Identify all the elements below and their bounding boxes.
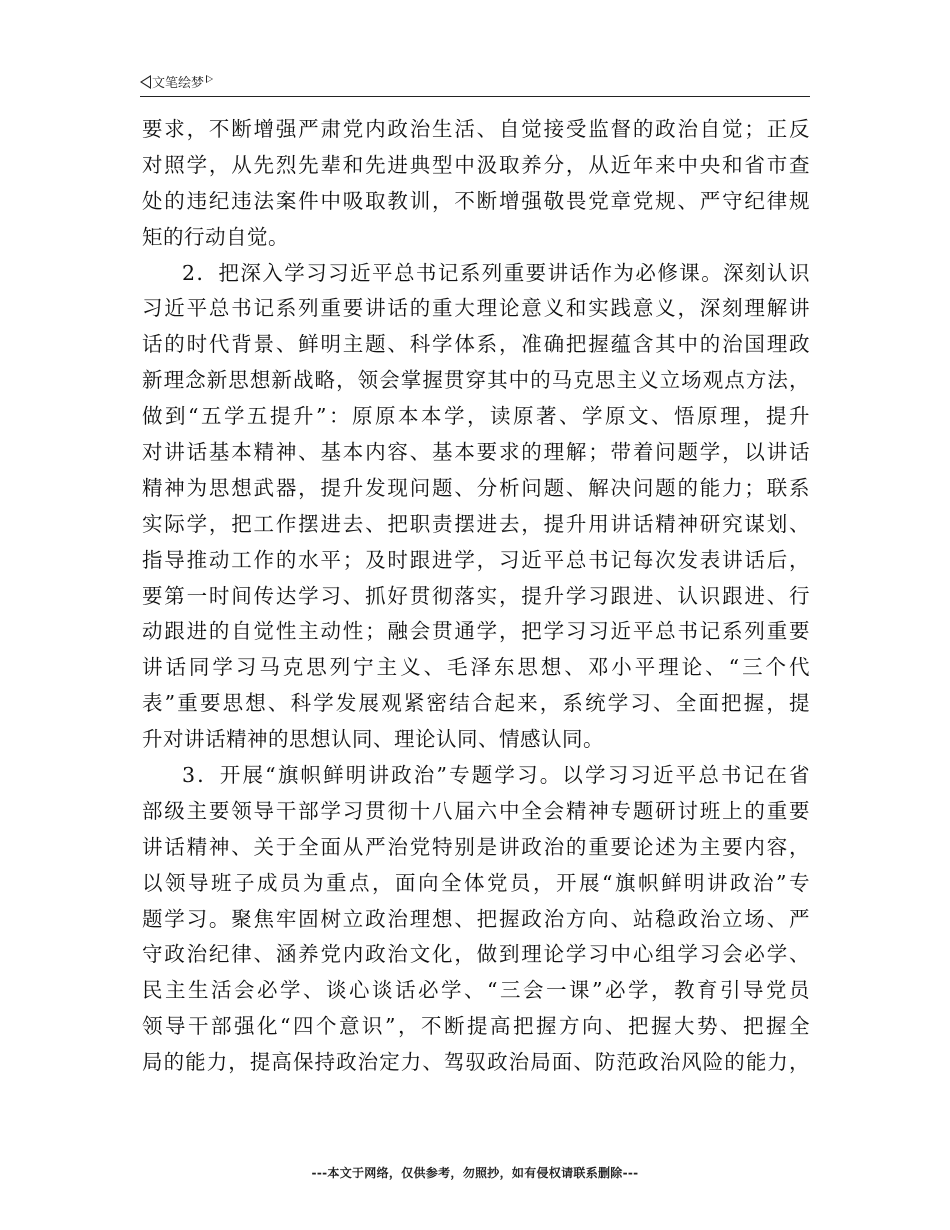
text-line: 话的时代背景、鲜明主题、科学体系，准确把握蕴含其中的治国理政 bbox=[142, 332, 810, 357]
paragraph-2-first-line: 2．把深入学习习近平总书记系列重要讲话作为必修课。深刻认识 bbox=[182, 260, 810, 285]
page-header bbox=[140, 70, 810, 97]
paragraph-3-first-line: 3．开展“旗帜鲜明讲政治”专题学习。以学习习近平总书记在省 bbox=[182, 763, 810, 788]
text-line: 指导推动工作的水平；及时跟进学，习近平总书记每次发表讲话后， bbox=[142, 547, 810, 572]
text-line: 实际学，把工作摆进去、把职责摆进去，提升用讲话精神研究谋划、 bbox=[142, 511, 810, 536]
text-line: 题学习。聚焦牢固树立政治理想、把握政治方向、站稳政治立场、严 bbox=[142, 906, 810, 931]
header-title: 文笔绘梦 bbox=[152, 76, 205, 91]
text-line: 以领导班子成员为重点，面向全体党员，开展“旗帜鲜明讲政治”专 bbox=[142, 870, 810, 895]
page-footer-disclaimer: ---本文于网络，仅供参考，勿照抄，如有侵权请联系删除--- bbox=[311, 1166, 639, 1180]
text-line: 讲话同学习马克思列宁主义、毛泽东思想、邓小平理论、“三个代 bbox=[142, 655, 810, 680]
text-line: 对照学，从先烈先辈和先进典型中汲取养分，从近年来中央和省市查 bbox=[142, 152, 810, 177]
text-line: 矩的行动自觉。 bbox=[142, 224, 289, 249]
text-line: 要第一时间传达学习、抓好贯彻落实，提升学习跟进、认识跟进、行 bbox=[142, 583, 810, 608]
text-line: 精神为思想武器，提升发现问题、分析问题、解决问题的能力；联系 bbox=[142, 475, 810, 500]
left-triangle-icon bbox=[140, 75, 151, 89]
text-line: 民主生活会必学、谈心谈话必学、“三会一课”必学，教育引导党员 bbox=[142, 978, 810, 1003]
text-line: 领导干部强化“四个意识”，不断提高把握方向、把握大势、把握全 bbox=[142, 1014, 810, 1039]
header-title-block bbox=[140, 72, 213, 91]
text-line: 部级主要领导干部学习贯彻十八届六中全会精神专题研讨班上的重要 bbox=[142, 798, 810, 823]
text-line: 表”重要思想、科学发展观紧密结合起来，系统学习、全面把握，提 bbox=[142, 691, 810, 716]
document-body bbox=[142, 112, 810, 1081]
right-triangle-icon bbox=[206, 75, 213, 83]
text-line: 升对讲话精神的思想认同、理论认同、情感认同。 bbox=[142, 727, 604, 752]
text-line: 习近平总书记系列重要讲话的重大理论意义和实践意义，深刻理解讲 bbox=[142, 296, 810, 321]
text-line: 动跟进的自觉性主动性；融会贯通学，把学习习近平总书记系列重要 bbox=[142, 619, 810, 644]
text-line: 处的违纪违法案件中吸取教训，不断增强敬畏党章党规、严守纪律规 bbox=[142, 188, 810, 213]
text-line: 做到“五学五提升”：原原本本学，读原著、学原文、悟原理，提升 bbox=[142, 404, 810, 429]
text-line: 守政治纪律、涵养党内政治文化，做到理论学习中心组学习会必学、 bbox=[142, 942, 810, 967]
text-line: 讲话精神、关于全面从严治党特别是讲政治的重要论述为主要内容， bbox=[142, 834, 810, 859]
text-line: 对讲话基本精神、基本内容、基本要求的理解；带着问题学，以讲话 bbox=[142, 440, 810, 465]
text-line: 新理念新思想新战略，领会掌握贯穿其中的马克思主义立场观点方法， bbox=[142, 368, 810, 393]
text-line: 局的能力，提高保持政治定力、驾驭政治局面、防范政治风险的能力， bbox=[142, 1050, 810, 1075]
text-line: 要求，不断增强严肃党内政治生活、自觉接受监督的政治自觉；正反 bbox=[142, 117, 810, 141]
